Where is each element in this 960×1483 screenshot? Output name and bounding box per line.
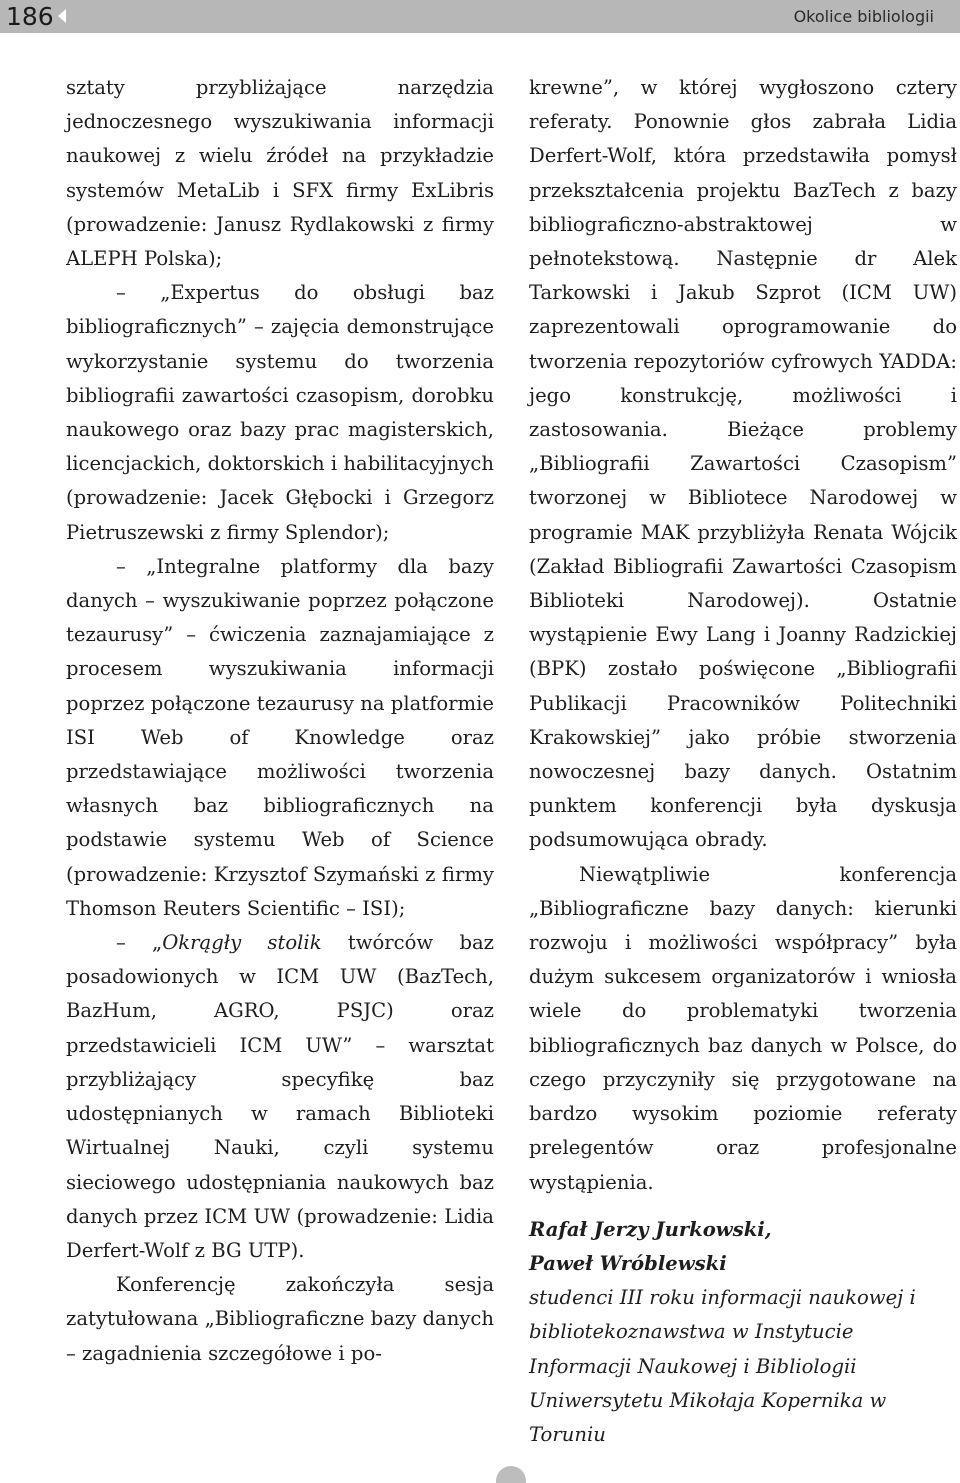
page-number: 186: [6, 2, 54, 31]
page-marker-arrow-icon: [58, 9, 66, 23]
running-title: Okolice bibliologii: [793, 7, 934, 26]
right-column: [529, 71, 957, 1452]
italic-title: Okrągły stolik: [162, 931, 322, 955]
list-item-prefix: – „: [116, 931, 163, 955]
left-paragraph-continuation: sztaty przybliżające narzędzia jednoczesnego wyszukiwania informacji naukowej z wielu źródeł na przykładzie systemów MetaLib i SFX firmy ExLibris (prowadzenie: Janusz Rydlakowski z firmy ALEPH Polska);: [66, 76, 494, 271]
author-name-1: Rafał Jerzy Jurkowski,: [529, 1217, 772, 1241]
paragraph-konferencje: Konferencję zakończyła sesja zatytułowana „Bibliograficzne bazy danych – zagadnienia szczegółowe i po-: [66, 1273, 495, 1365]
author-affiliation: studenci III roku informacji naukowej i bibliotekoznawstwa w Instytucie Informacji Naukowej i Bibliologii Uniwersytetu Mikołaja Kopernika w Toruniu: [529, 1286, 916, 1446]
footer-tab-decoration: [496, 1466, 526, 1483]
list-item-text: twórców baz posadowionych w ICM UW (BazTech, BazHum, AGRO, PSJC) oraz przedstawicieli ICM UW” – warsztat przybliżający specyfikę baz udostępnianych w ramach Biblioteki Wirtualnej Nauki, czyli systemu sieciowego udostępniania naukowych baz danych przez ICM UW (prowadzenie: Lidia Derfert-Wolf z BG UTP).: [66, 931, 495, 1262]
author-name-2: Paweł Wróblewski: [529, 1251, 727, 1275]
list-item-okragly-stolik: [66, 926, 494, 1268]
left-column: [66, 71, 494, 1371]
author-signature: [529, 1213, 957, 1281]
list-item-integralne-platformy: – „Integralne platformy dla bazy danych – wyszukiwanie poprzez połączone tezaurusy” – ćwiczenia zaznajamiające z procesem wyszukiwania informacji poprzez połączone tezaurusy na platformie ISI Web of Knowledge oraz przedstawiające możliwości tworzenia własnych baz bibliograficznych na podstawie systemu Web of Science (prowadzenie: Krzysztof Szymański z firmy Thomson Reuters Scientific – ISI);: [66, 554, 494, 920]
page-header-bar: [0, 0, 960, 33]
right-paragraph-continuation: krewne”, w której wygłoszono cztery referaty. Ponownie głos zabrała Lidia Derfert-Wolf, która przedstawiła pomysł przekształcenia projektu BazTech z bazy bibliograficzno-abstraktowej w pełnotekstową. Następnie dr Alek Tarkowski i Jakub Szprot (ICM UW) zaprezentowali oprogramowanie do tworzenia repozytoriów cyfrowych YADDA: jego konstrukcję, możliwości i zastosowania. Bieżące problemy „Bibliografii Zawartości Czasopism” tworzonej w Bibliotece Narodowej w programie MAK przybliżyła Renata Wójcik (Zakład Bibliografii Zawartości Czasopism Biblioteki Narodowej). Ostatnie wystąpienie Ewy Lang i Joanny Radzickiej (BPK) zostało poświęcone „Bibliografii Publikacji Pracowników Politechniki Krakowskiej” jako próbie stworzenia nowoczesnej bazy danych. Ostatnim punktem konferencji była dyskusja podsumowująca obrady.: [529, 76, 957, 852]
paragraph-conclusion: Niewątpliwie konferencja „Bibliograficzne bazy danych: kierunki rozwoju i możliwości współpracy” była dużym sukcesem organizatorów i wniosła wiele do problematyki tworzenia bibliograficznych baz danych w Polsce, do czego przyczyniły się przygotowane na bardzo wysokim poziomie referaty prelegentów oraz profesjonalne wystąpienia.: [529, 862, 957, 1194]
list-item-expertus: – „Expertus do obsługi baz bibliograficznych” – zajęcia demonstrujące wykorzystanie systemu do tworzenia bibliografii zawartości czasopism, dorobku naukowego oraz bazy prac magisterskich, licencjackich, doktorskich i habilitacyjnych (prowadzenie: Jacek Głębocki i Grzegorz Pietruszewski z firmy Splendor);: [66, 281, 494, 544]
